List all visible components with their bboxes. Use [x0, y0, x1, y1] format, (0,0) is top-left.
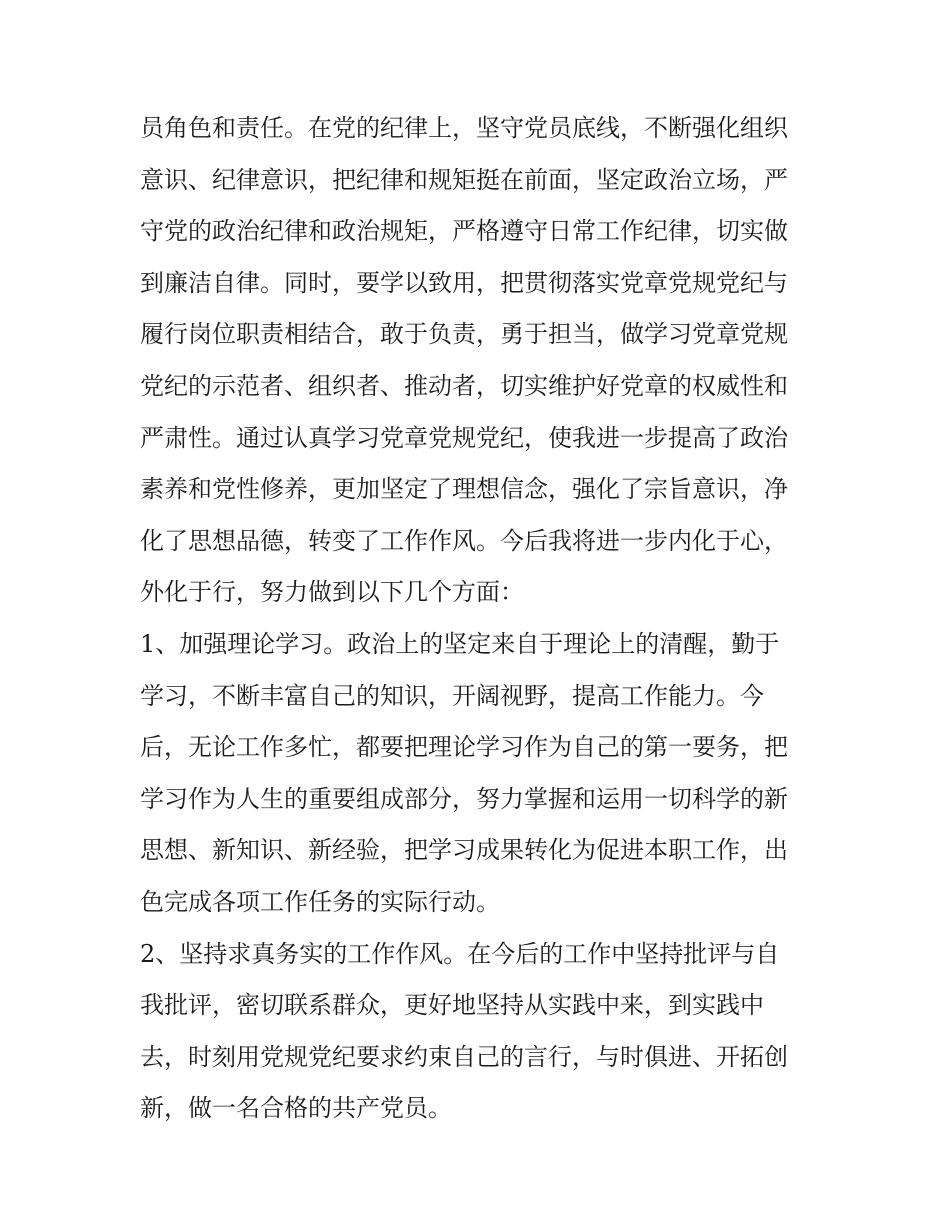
- text-line: 去，时刻用党规党纪要求约束自己的言行，与时俱进、开拓创: [140, 1042, 788, 1071]
- text-line: 素养和党性修养，更加坚定了理想信念，强化了宗旨意识，净: [140, 475, 788, 504]
- text-line: 1、加强理论学习。政治上的坚定来自于理论上的清醒，勤于: [140, 629, 780, 658]
- text-line: 员角色和责任。在党的纪律上，坚守党员底线，不断强化组织: [140, 114, 788, 142]
- text-line: 学习作为人生的重要组成部分，努力掌握和运用一切科学的新: [140, 784, 788, 813]
- text-line: 党纪的示范者、组织者、推动者，切实维护好党章的权威性和: [140, 371, 788, 400]
- text-line: 到廉洁自律。同时，要学以致用，把贯彻落实党章党规党纪与: [140, 268, 788, 297]
- text-line: 外化于行，努力做到以下几个方面：: [140, 578, 524, 607]
- text-line: 化了思想品德，转变了工作作风。今后我将进一步内化于心，: [140, 526, 788, 555]
- text-line: 2、坚持求真务实的工作作风。在今后的工作中坚持批评与自: [140, 939, 780, 968]
- text-line: 我批评，密切联系群众，更好地坚持从实践中来，到实践中: [140, 991, 764, 1020]
- text-line: 履行岗位职责相结合，敢于负责，勇于担当，做学习党章党规: [140, 320, 788, 349]
- text-line: 色完成各项工作任务的实际行动。: [140, 887, 500, 916]
- document-body: [140, 103, 812, 1135]
- text-line: 后，无论工作多忙，都要把理论学习作为自己的第一要务，把: [140, 733, 788, 762]
- text-line: 学习，不断丰富自己的知识，开阔视野，提高工作能力。今: [140, 681, 764, 710]
- text-line: 守党的政治纪律和政治规矩，严格遵守日常工作纪律，切实做: [140, 217, 788, 246]
- text-line: 严肃性。通过认真学习党章党规党纪，使我进一步提高了政治: [140, 423, 788, 452]
- text-line: 新，做一名合格的共产党员。: [140, 1094, 452, 1123]
- text-line: 意识、纪律意识，把纪律和规矩挺在前面，坚定政治立场，严: [140, 165, 788, 194]
- text-line: 思想、新知识、新经验，把学习成果转化为促进本职工作，出: [140, 836, 788, 865]
